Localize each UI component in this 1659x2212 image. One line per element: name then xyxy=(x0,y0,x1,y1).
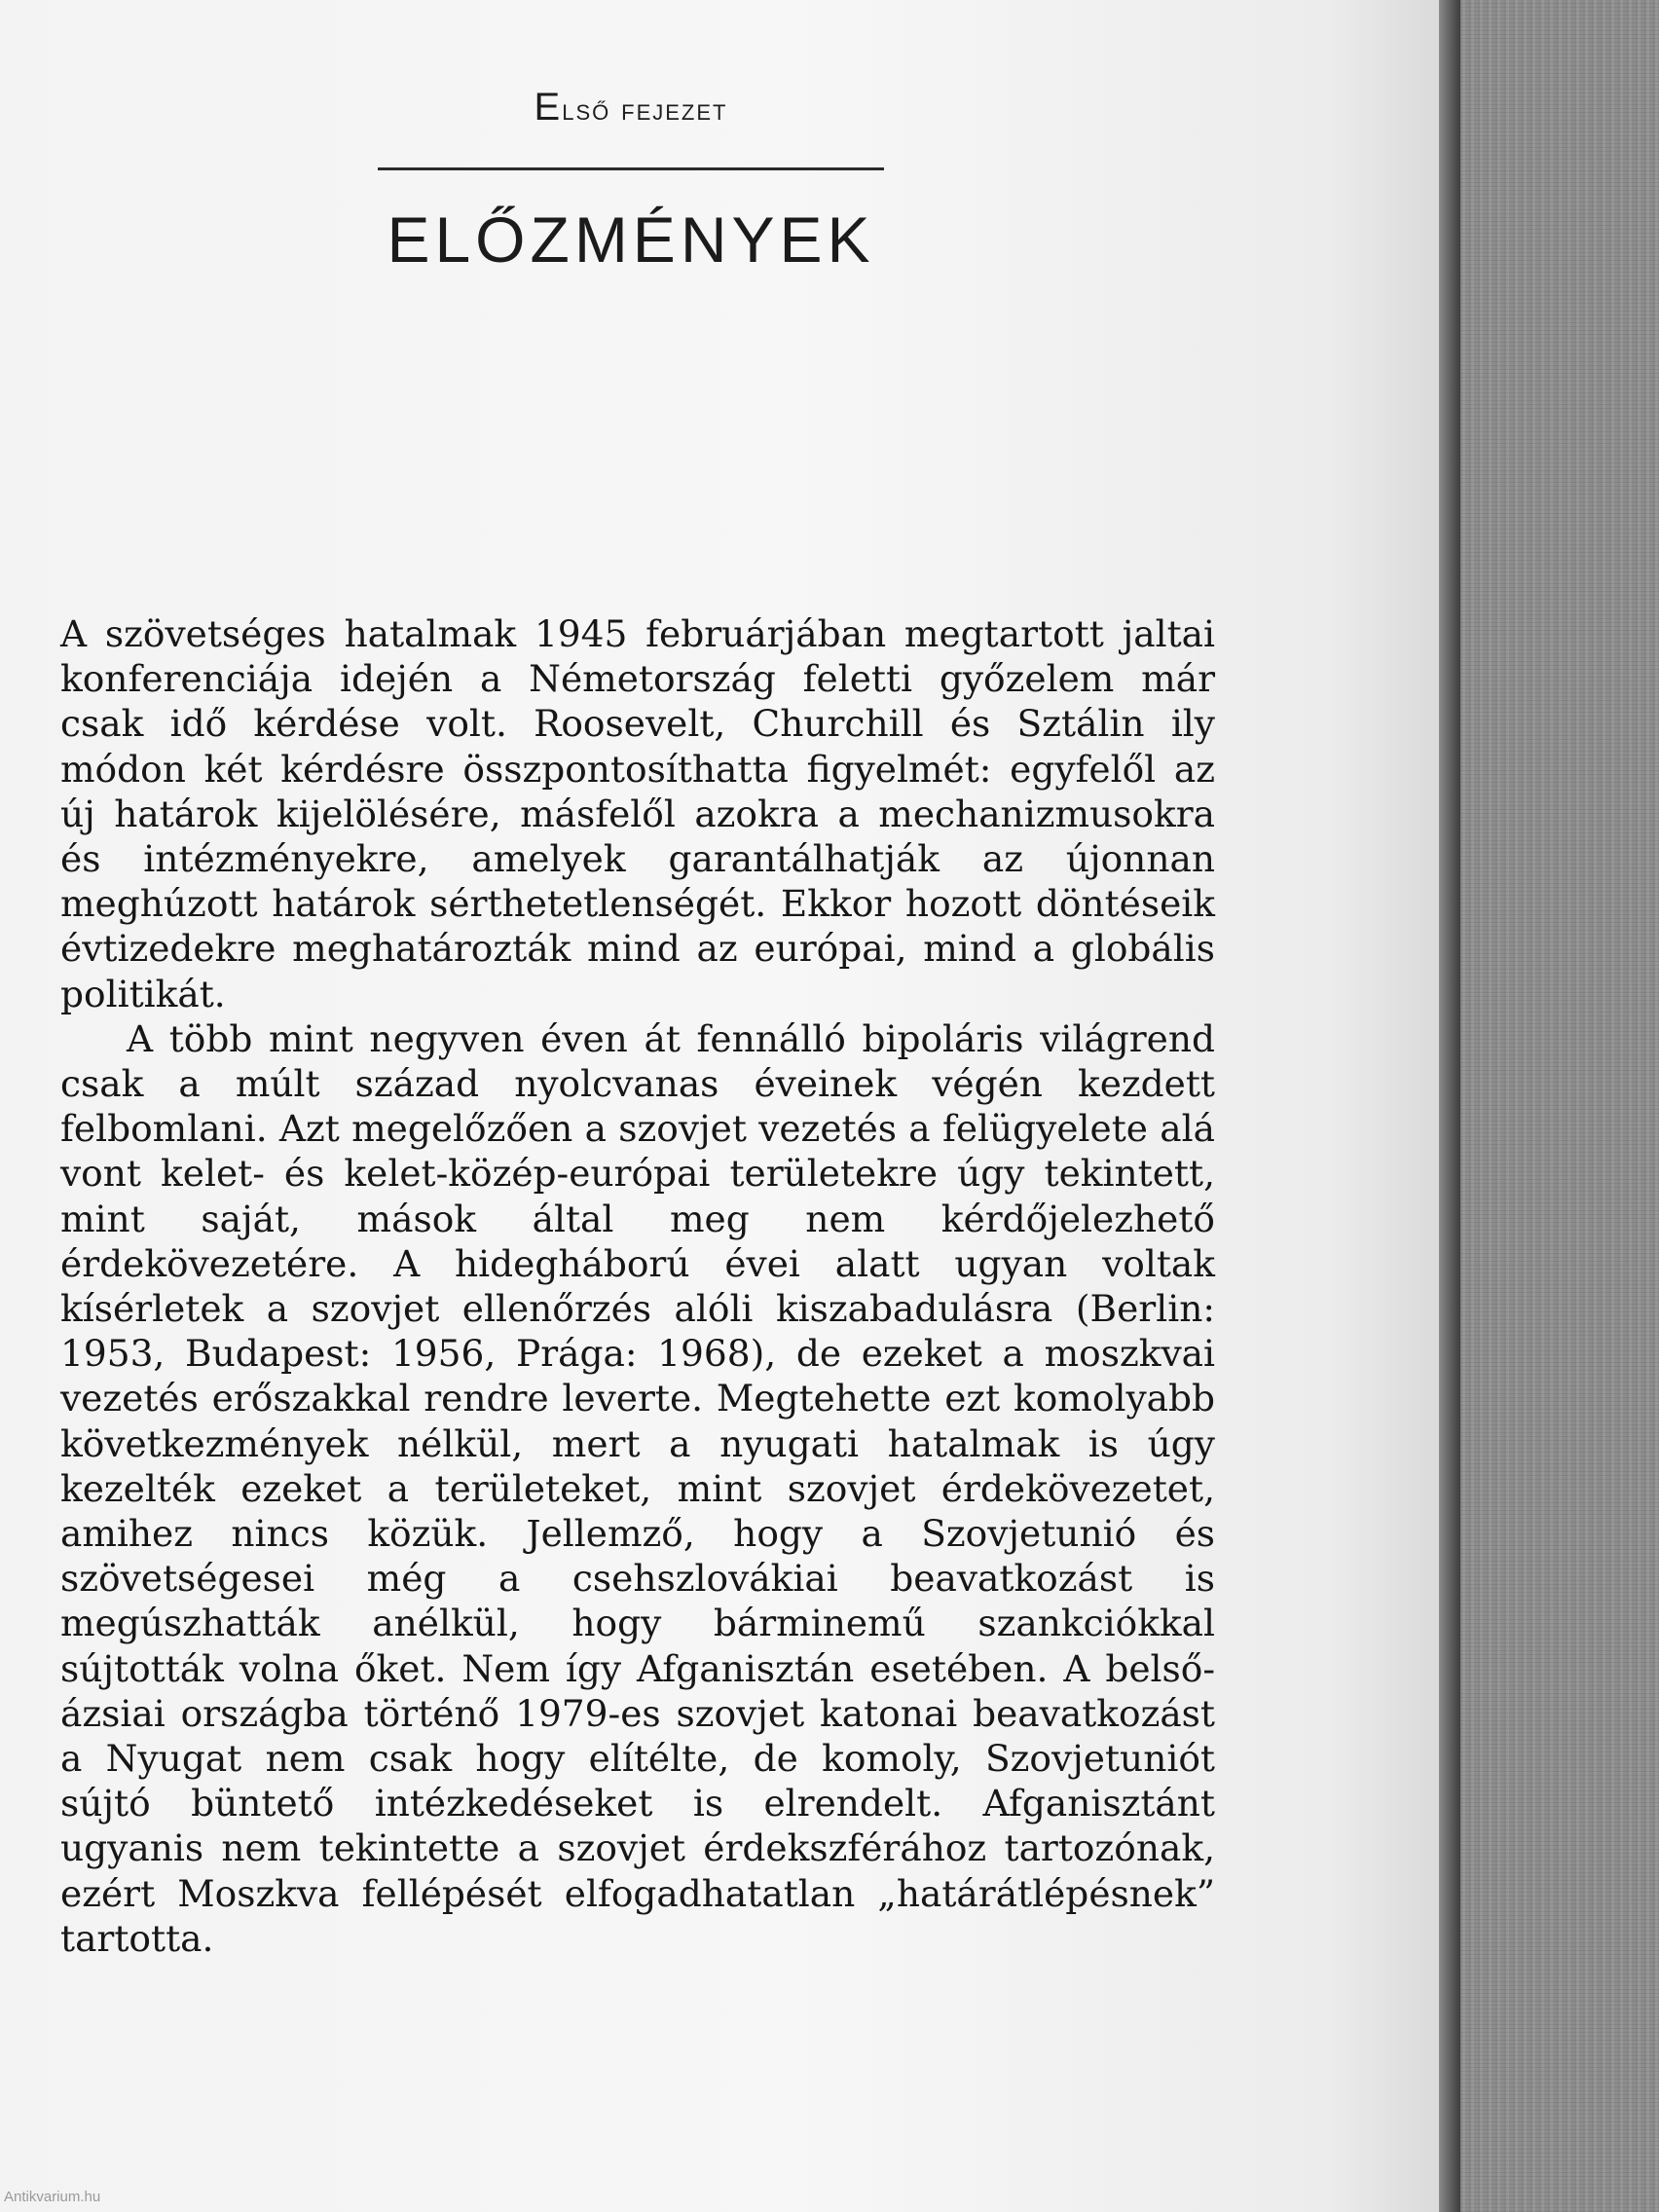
paragraph: A több mint negyven éven át fennálló bipoláris világrend csak a múlt század nyolcvanas éveinek végén kezdett felbomlani. Azt megelőzően a szovjet vezetés a felügyelete alá vont kelet- és kelet-közép-európai területekre úgy tekintett, mint saját, mások által meg nem kérdőjelezhető érdekövezetére. A hidegháború évei alatt ugyan voltak kísérletek a szovjet ellenőrzés alóli kiszabadulásra (Berlin: 1953, Budapest: 1956, Prága: 1968), de ezeket a moszkvai vezetés erőszakkal rendre leverte. Megtehette ezt komolyabb következmények nélkül, mert a nyugati hatalmak is úgy kezelték ezeket a területeket, mint szovjet érdekövezetet, amihez nincs közük. Jellemző, hogy a Szovjetunió és szövetségesei még a csehszlovákiai beavatkozást is megúszhatták anélkül, hogy bárminemű szankciókkal sújtották volna őket. Nem így Afganisztán esetében. A belsőázsiai országba történő 1979-es szovjet katonai beavatkozást a Nyugat nem csak hogy elítélte, de komoly, Szovjetuniót sújtó büntető intézkedéseket is elrendelt. Afganisztánt ugyanis nem tekintette a szovjet érdekszférához tartozónak, ezért Moszkva fellépését elfogadhatatlan „határátlépésnek” tartotta. xyxy=(60,1016,1215,1960)
body-text xyxy=(60,611,1215,1961)
chapter-label-rest: lső fejezet xyxy=(562,92,728,127)
chapter-label-initial: E xyxy=(534,86,563,129)
chapter-divider xyxy=(378,167,884,170)
paragraph: A szövetséges hatalmak 1945 februárjában megtartott jaltai konferenciája idején a Németország feletti győzelem már csak idő kérdése volt. Roosevelt, Churchill és Sztálin ily módon két kérdésre összpontosíthatta figyelmét: egyfelől az új határok kijelölésére, másfelől azokra a mechanizmusokra és intézményekre, amelyek garantálhatják az újonnan meghúzott határok sérthetetlenségét. Ekkor hozott döntéseik évtizedekre meghatározták mind az európai, mind a globális politikát. xyxy=(60,612,1215,1015)
background-surface xyxy=(1460,0,1659,2212)
chapter-label xyxy=(0,86,1262,129)
chapter-title: ELŐZMÉNYEK xyxy=(387,203,875,276)
watermark-text: Antikvarium.hu xyxy=(4,2189,101,2205)
page-edge-shadow xyxy=(1439,0,1460,2212)
